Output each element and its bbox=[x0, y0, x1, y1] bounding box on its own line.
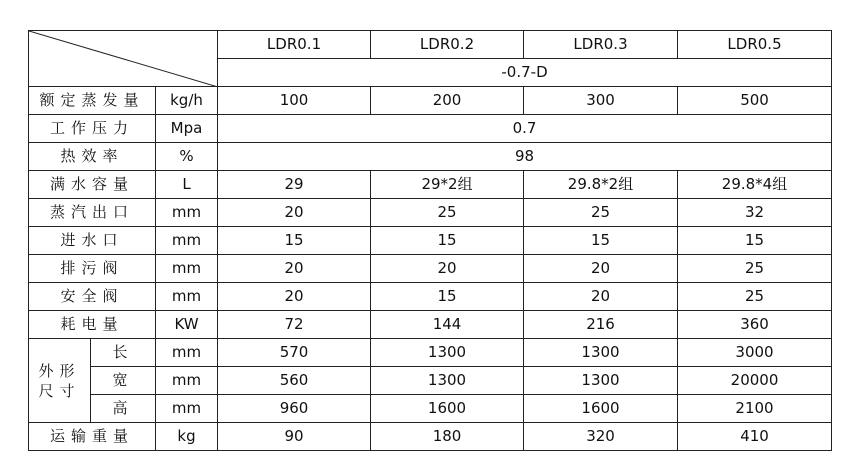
table-row bbox=[29, 199, 832, 227]
cell-value: 25 bbox=[678, 283, 832, 311]
cell-value: 20 bbox=[218, 283, 371, 311]
row-label: 蒸汽出口 bbox=[29, 199, 156, 227]
cell-value: 570 bbox=[218, 339, 371, 367]
cell-value: 20000 bbox=[678, 367, 832, 395]
row-label: 安全阀 bbox=[29, 283, 156, 311]
cell-value: 100 bbox=[218, 87, 371, 115]
cell-value: 180 bbox=[371, 423, 524, 451]
diagonal-line bbox=[29, 31, 218, 87]
row-label: 耗电量 bbox=[29, 311, 156, 339]
table-row bbox=[29, 171, 832, 199]
row-unit: mm bbox=[156, 339, 218, 367]
row-label: 额定蒸发量 bbox=[29, 87, 156, 115]
cell-value: 1600 bbox=[524, 395, 678, 423]
cell-value: 200 bbox=[371, 87, 524, 115]
model-header: LDR0.1 bbox=[218, 31, 371, 59]
row-label: 排污阀 bbox=[29, 255, 156, 283]
row-unit: L bbox=[156, 171, 218, 199]
row-unit: mm bbox=[156, 199, 218, 227]
row-unit: KW bbox=[156, 311, 218, 339]
cell-value: 25 bbox=[371, 199, 524, 227]
cell-value: 15 bbox=[524, 227, 678, 255]
cell-value: 98 bbox=[218, 143, 832, 171]
cell-value: 20 bbox=[218, 199, 371, 227]
cell-value: 1300 bbox=[371, 367, 524, 395]
table-row bbox=[29, 395, 832, 423]
row-label: 热效率 bbox=[29, 143, 156, 171]
model-header: LDR0.5 bbox=[678, 31, 832, 59]
table-row bbox=[29, 115, 832, 143]
cell-value: 1300 bbox=[371, 339, 524, 367]
cell-value: 90 bbox=[218, 423, 371, 451]
table-row bbox=[29, 143, 832, 171]
cell-value: 3000 bbox=[678, 339, 832, 367]
cell-value: 1300 bbox=[524, 367, 678, 395]
row-unit: kg bbox=[156, 423, 218, 451]
cell-value: 15 bbox=[371, 227, 524, 255]
cell-value: 20 bbox=[524, 283, 678, 311]
cell-value: 1600 bbox=[371, 395, 524, 423]
row-unit: mm bbox=[156, 227, 218, 255]
row-label: 宽 bbox=[91, 367, 156, 395]
cell-value: 144 bbox=[371, 311, 524, 339]
row-label: 长 bbox=[91, 339, 156, 367]
row-unit: kg/h bbox=[156, 87, 218, 115]
table-row bbox=[29, 423, 832, 451]
cell-value: 72 bbox=[218, 311, 371, 339]
row-label: 运输重量 bbox=[29, 423, 156, 451]
cell-value: 410 bbox=[678, 423, 832, 451]
model-header: LDR0.3 bbox=[524, 31, 678, 59]
row-unit: mm bbox=[156, 395, 218, 423]
table-row bbox=[29, 339, 832, 367]
row-unit: mm bbox=[156, 283, 218, 311]
cell-value: 300 bbox=[524, 87, 678, 115]
cell-value: 29.8*2组 bbox=[524, 171, 678, 199]
cell-value: 25 bbox=[524, 199, 678, 227]
cell-value: 29*2组 bbox=[371, 171, 524, 199]
cell-value: 500 bbox=[678, 87, 832, 115]
cell-value: 1300 bbox=[524, 339, 678, 367]
cell-value: 15 bbox=[218, 227, 371, 255]
table-row bbox=[29, 227, 832, 255]
table-row bbox=[29, 255, 832, 283]
row-label: 满水容量 bbox=[29, 171, 156, 199]
cell-value: 320 bbox=[524, 423, 678, 451]
row-label: 高 bbox=[91, 395, 156, 423]
cell-value: 20 bbox=[371, 255, 524, 283]
cell-value: 960 bbox=[218, 395, 371, 423]
row-label: 进水口 bbox=[29, 227, 156, 255]
cell-value: 29 bbox=[218, 171, 371, 199]
table-row bbox=[29, 311, 832, 339]
table-row bbox=[29, 367, 832, 395]
cell-value: 360 bbox=[678, 311, 832, 339]
dimensions-group-label: 外形尺寸 bbox=[29, 339, 91, 423]
cell-value: 2100 bbox=[678, 395, 832, 423]
model-suffix: -0.7-D bbox=[218, 59, 832, 87]
header-corner-cell bbox=[29, 31, 218, 87]
table-row bbox=[29, 87, 832, 115]
row-unit: mm bbox=[156, 255, 218, 283]
cell-value: 20 bbox=[218, 255, 371, 283]
cell-value: 29.8*4组 bbox=[678, 171, 832, 199]
table-row bbox=[29, 283, 832, 311]
row-unit: % bbox=[156, 143, 218, 171]
cell-value: 15 bbox=[678, 227, 832, 255]
cell-value: 560 bbox=[218, 367, 371, 395]
cell-value: 216 bbox=[524, 311, 678, 339]
spec-table bbox=[28, 30, 832, 451]
row-unit: Mpa bbox=[156, 115, 218, 143]
cell-value: 25 bbox=[678, 255, 832, 283]
model-header: LDR0.2 bbox=[371, 31, 524, 59]
row-unit: mm bbox=[156, 367, 218, 395]
cell-value: 20 bbox=[524, 255, 678, 283]
row-label: 工作压力 bbox=[29, 115, 156, 143]
header-row bbox=[29, 31, 832, 59]
cell-value: 32 bbox=[678, 199, 832, 227]
cell-value: 15 bbox=[371, 283, 524, 311]
cell-value: 0.7 bbox=[218, 115, 832, 143]
